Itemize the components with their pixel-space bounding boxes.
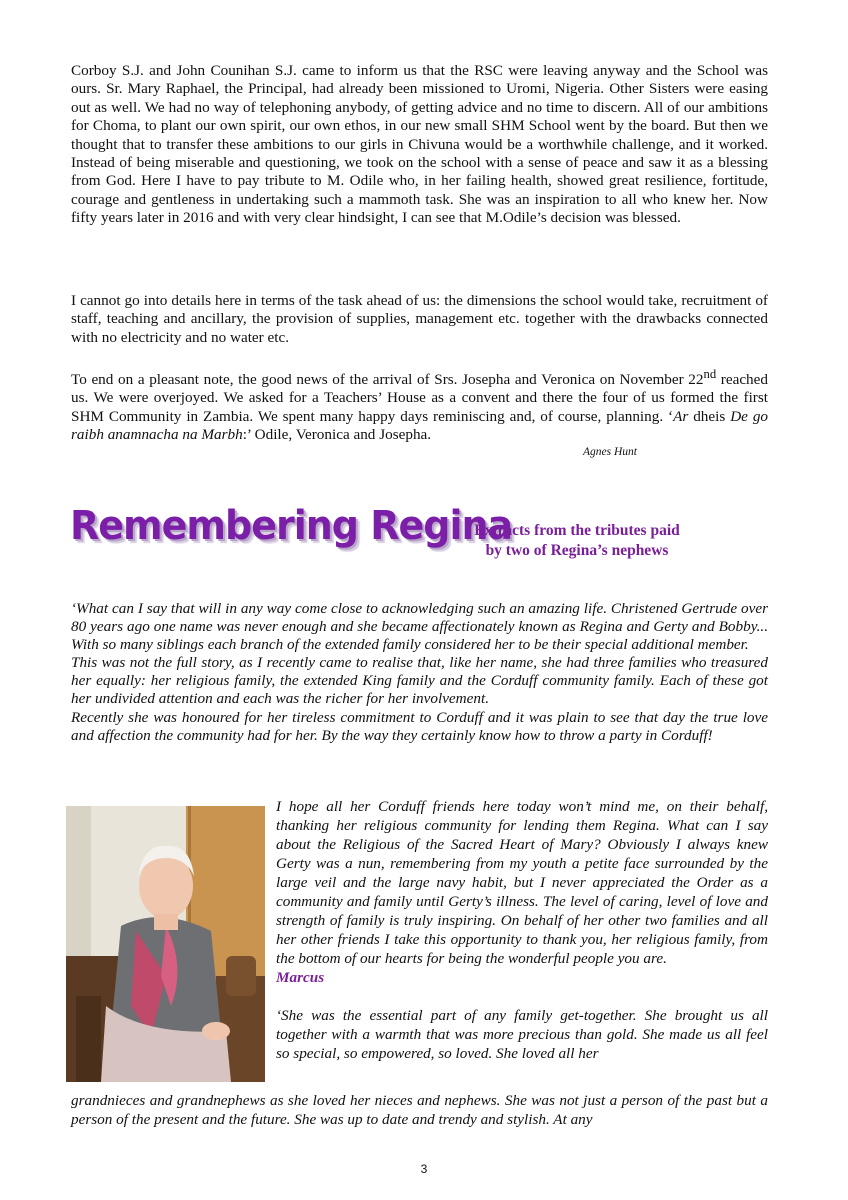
tribute-paragraph-1: ‘What can I say that will in any way come close to acknowledging such an amazing life. Christened Gertrude over 80 years ago one name was never enough and she became affectionately known as Regina and Gerty and Bobby... With so many siblings each branch of the extended family considered her to be their special additional member.	[71, 600, 768, 654]
subtitle-line-1: Extracts from the tributes paid	[474, 522, 680, 539]
tribute-paragraph-5-continued: grandnieces and grandnephews as she loved her nieces and nephews. She was not just a person of the past but a person of the present and the future. She was up to date and trendy and stylish. At any	[71, 1092, 768, 1128]
article-paragraph-3	[71, 365, 768, 445]
subtitle-line-2: by two of Regina’s nephews	[485, 542, 669, 559]
irish-fragment: go raibh anamnacha na Marbh	[71, 407, 769, 444]
text-fragment: :’ Odile, Veronica and Josepha.	[242, 426, 432, 444]
author-signature: Agnes Hunt	[583, 446, 637, 458]
article-paragraph-1: Corboy S.J. and John Counihan S.J. came to inform us that the RSC were leaving anyway and the School was ours. Sr. Mary Raphael, the Principal, had already been missioned to Uromi, Nigeria. Other Sisters were easing out as well. We had no way of telephoning anybody, of getting advice and no time to discern. All of our ambitions for Choma, to plant our own spirit, our own ethos, in our new small SHM School went by the board. But then we thought that to transfer these ambitions to our girls in Chivuna would be a worthwhile challenge, and it worked. Instead of being miserable and questioning, we took on the school with a sense of peace and saw it as a blessing from God. Here I have to pay tribute to M. Odile who, in her failing health, showed great resilience, fortitude, courage and gentleness in undertaking such a mammoth task. She was an inspiration to all who knew her. Now fifty years later in 2016 and with very clear hindsight, I can see that M.Odile’s decision was blessed.	[71, 62, 768, 227]
tribute-paragraph-3: Recently she was honoured for her tireless commitment to Corduff and it was plain to see that day the true love and affection the community had for her. By the way they certainly know how to throw a party in Corduff!	[71, 708, 768, 744]
section-title: Remembering Regina	[70, 502, 513, 549]
irish-fragment: Ar	[673, 407, 689, 425]
tribute-paragraph-4: I hope all her Corduff friends here today won’t mind me, on their behalf, thanking her religious community for lending them Regina. What can I say about the Religious of the Sacred Heart of Mary? Obviously I always knew Gerty was a nun, remembering from my youth a petite face surrounded by the large veil and the large navy habit, but I never appreciated the Order as a community and family until Gerty’s illness. The level of caring, level of love and strength of family is truly inspiring. On behalf of her other two families and all her other friends I take this opportunity to thank you, her religious family, from the bottom of our hearts for being the wonderful people you are.	[276, 798, 768, 967]
tribute-intro	[71, 600, 768, 745]
spacer	[276, 987, 768, 1006]
tribute-author-marcus: Marcus	[276, 969, 325, 986]
irish-fragment: De	[730, 407, 748, 425]
page-number: 3	[420, 1162, 428, 1176]
irish-fragment: dheis	[688, 407, 731, 425]
tribute-paragraph-2: This was not the full story, as I recently came to realise that, like her name, she had three families who treasured her equally: her religious family, the extended King family and the Corduff community family. Each of these got her undivided attention and each was the richer for her involvement.	[71, 654, 768, 708]
portrait-illustration	[66, 806, 265, 1082]
article-paragraph-2: I cannot go into details here in terms of the task ahead of us: the dimensions the school would take, recruitment of staff, teaching and ancillary, the provision of supplies, management etc. together with the drawbacks connected with no electricity and no water etc.	[71, 292, 768, 346]
text-fragment: reached us. We were overjoyed. We asked for a Teachers’ House as a convent and there the four of us formed the first SHM Community in Zambia. We spent many happy days reminiscing and, of course, planning. ‘	[71, 371, 768, 425]
tribute-paragraph-5-start: ‘She was the essential part of any family get-together. She brought us all together with a warmth that was more precious than gold. She made us all feel so special, so empowered, so loved. She loved all her	[276, 1007, 768, 1062]
regina-photo	[66, 806, 265, 1082]
text-fragment: To end on a pleasant note, the good news of the arrival of Srs. Josepha and Veronica on November 22	[71, 371, 704, 389]
tribute-marcus-block	[276, 797, 768, 1063]
section-subtitle	[442, 521, 712, 561]
ordinal-suffix: nd	[703, 367, 717, 381]
